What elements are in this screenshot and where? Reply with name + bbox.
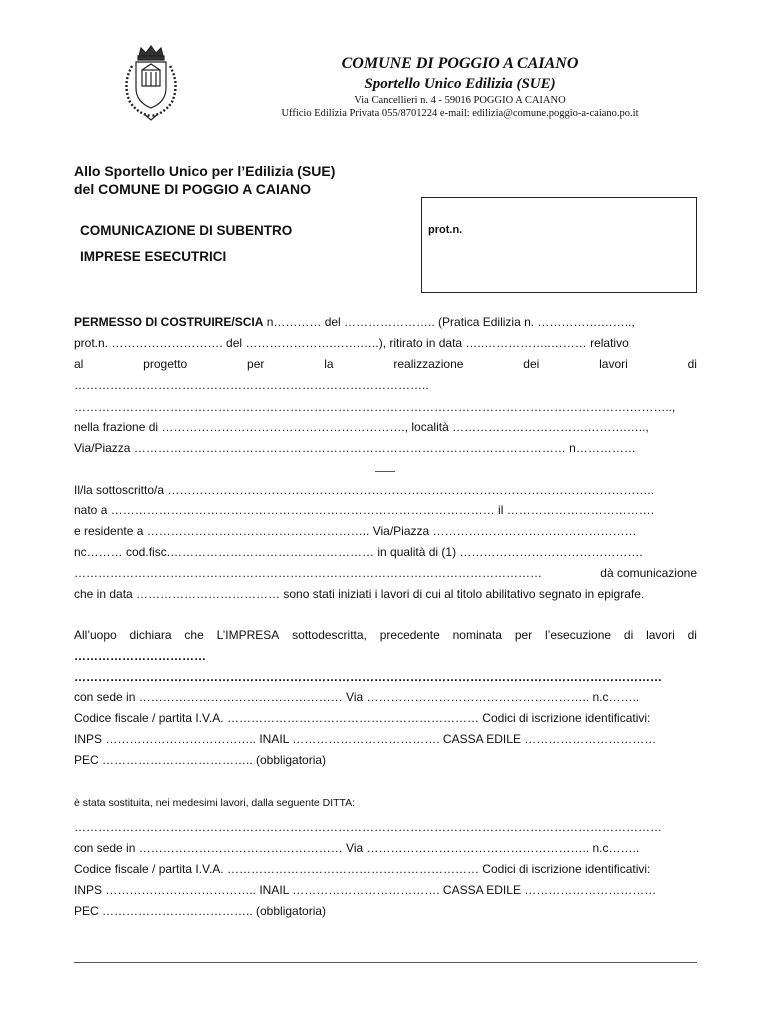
residence-line[interactable]: e residente a ……………………………………………….. Via/Piazza …………………………………………… — [74, 524, 637, 538]
new-company-taxcode[interactable]: Codice fiscale / partita I.V.A. ……………………………………………………… Codici di iscrizione identificativi: — [74, 862, 651, 876]
birth-line[interactable]: nato a …………………………………………………………………………………… il ………………………………. — [74, 503, 655, 517]
start-date-line[interactable]: che in data ……………………………… sono stati iniziati i lavori di cui al titolo abilitativo segnato in epigrafe. — [74, 587, 645, 601]
replacement-intro: è stata sostituita, nei medesimi lavori, dalla seguente DITTA: — [74, 797, 356, 809]
permit-type-label: PERMESSO DI COSTRUIRE/SCIA — [74, 315, 264, 329]
previous-company-seat[interactable]: con sede in …………………………………………… Via ……………………………………………….. n.c…….. — [74, 690, 640, 704]
subject-line-2: IMPRESE ESECUTRICI — [80, 249, 227, 264]
previous-company-field-1[interactable]: …………………………… — [74, 649, 206, 663]
street-line[interactable]: Via/Piazza ……………………………………………………………………………………………… n…………… — [74, 441, 636, 455]
project-field-2[interactable]: ………………………………………………………………………………………………………………………….……….., — [74, 400, 676, 414]
project-field-1[interactable]: …………………………………………………………………………….. — [74, 378, 429, 392]
previous-company-pec[interactable]: PEC ……………………………….. (obbligatoria) — [74, 753, 327, 767]
office-contacts: Ufficio Edilizia Privata 055/8701224 e-mail: edilizia@comune.poggio-a-caiano.po.it — [281, 108, 639, 119]
new-company-field[interactable]: ………………………………………………………………………………………………………………………………… — [74, 820, 662, 834]
communication-line: ……………………………………………………………………………………………………… dà comunicazione — [74, 566, 697, 580]
municipality-title: COMUNE DI POGGIO A CAIANO — [341, 55, 579, 72]
previous-company-taxcode[interactable]: Codice fiscale / partita I.V.A. ……………………………………………………… Codici di iscrizione identificativi: — [74, 711, 651, 725]
office-address: Via Cancellieri n. 4 - 59016 POGGIO A CAIANO — [354, 95, 566, 106]
declaration-intro: All’uopo dichiara che L’IMPRESA sottodescritta, precedente nominata per l’esecuzione di lavori di — [74, 628, 697, 642]
taxcode-line[interactable]: nc……… cod.fisc.…………………………………………… in qualità di (1) ………………………………………. — [74, 545, 643, 559]
recipient-line-2: del COMUNE DI POGGIO A CAIANO — [74, 181, 311, 197]
new-company-pec[interactable]: PEC ……………………………….. (obbligatoria) — [74, 904, 327, 918]
protocol-label: prot.n. — [428, 224, 463, 236]
project-line: al progetto per la realizzazione dei lavori di — [74, 357, 697, 371]
permit-fields[interactable]: n………… del ………………….. (Pratica Edilizia n. …………….…….., — [263, 315, 635, 329]
permit-line — [74, 315, 697, 329]
new-company-registrations[interactable]: INPS ……………………………….. INAIL ………………………………. CASSA EDILE …………………………… — [74, 883, 657, 897]
separator — [375, 471, 395, 472]
office-subtitle: Sportello Unico Edilizia (SUE) — [364, 76, 556, 92]
subject-line-1: COMUNICAZIONE DI SUBENTRO — [80, 223, 293, 238]
footer-rule — [74, 962, 697, 963]
protocol-line[interactable]: prot.n. ………………………. del ………………….…….…..), ritirato in data …..……………..……… relativo — [74, 336, 629, 350]
municipal-crest-icon — [118, 44, 184, 122]
protocol-box[interactable] — [421, 197, 697, 293]
undersigned-line[interactable]: Il/la sottoscritto/a ………………………………………………………………………………………………………….. — [74, 483, 655, 497]
recipient-line-1: Allo Sportello Unico per l’Edilizia (SUE) — [74, 163, 336, 179]
location-line[interactable]: nella frazione di ……………………………………………………., località …………………………….……….….., — [74, 420, 649, 434]
new-company-seat[interactable]: con sede in …………………………………………… Via ……………………………………………….. n.c…….. — [74, 841, 640, 855]
previous-company-registrations[interactable]: INPS ……………………………….. INAIL ………………………………. CASSA EDILE …………………………… — [74, 732, 657, 746]
previous-company-field-2[interactable]: ………………………………………………………………………………………………………………………………… — [74, 670, 662, 684]
